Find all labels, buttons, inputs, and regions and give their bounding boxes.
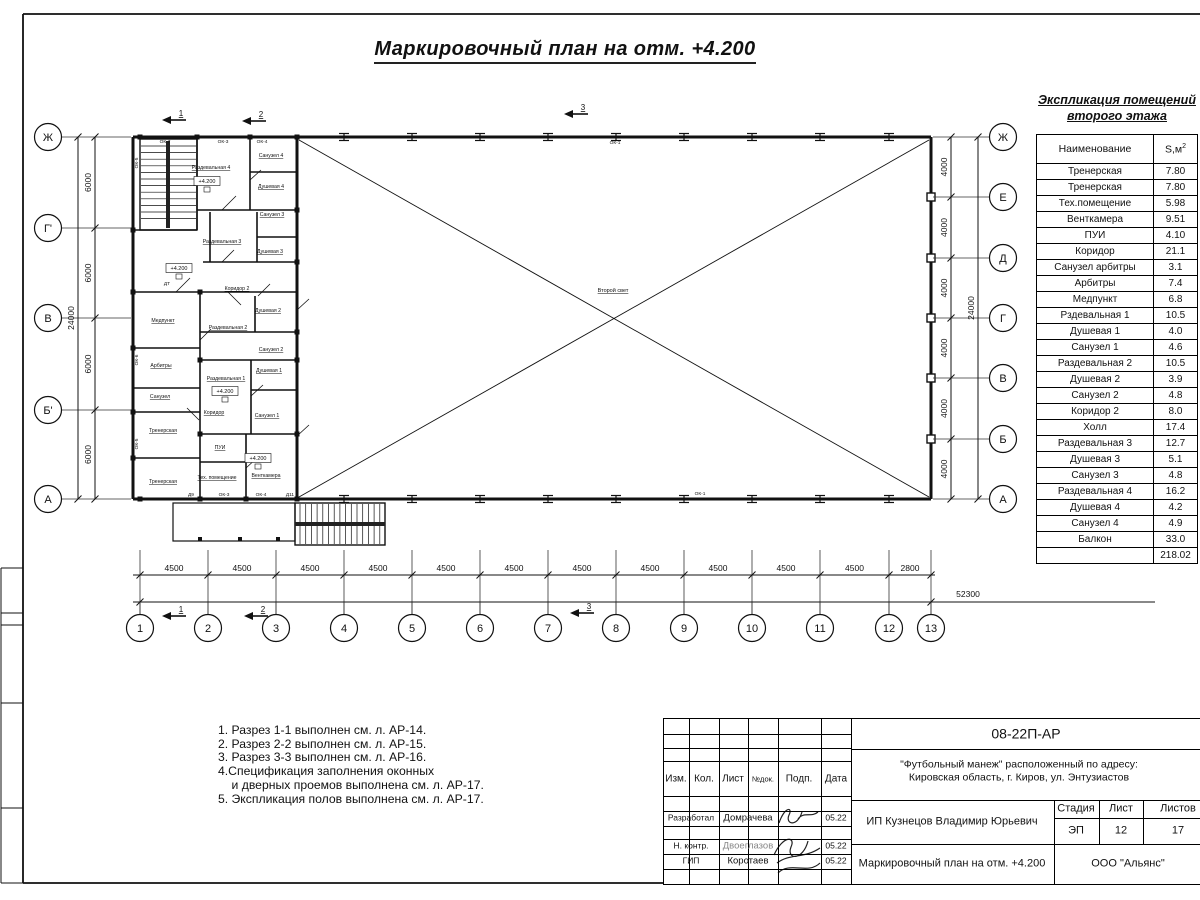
room-label: Санузел 1	[254, 413, 280, 419]
role-name: Домрачева	[723, 812, 773, 824]
col-data: Дата	[824, 773, 848, 785]
dim-label: 4500	[845, 563, 864, 573]
room-area-cell: 17.4	[1154, 420, 1198, 436]
room-label: Санузел	[149, 394, 171, 400]
axis-bubble-label: 4	[340, 623, 348, 635]
room-area-cell: 218.02	[1154, 548, 1198, 564]
sheet-number: 12	[1114, 824, 1128, 837]
room-name-cell: Балкон	[1037, 532, 1154, 548]
room-area-cell: 3.9	[1154, 372, 1198, 388]
dim-total: 24000	[966, 296, 976, 320]
section-number: 1	[178, 605, 184, 614]
axis-bubble-label: 2	[204, 623, 212, 635]
table-row	[1037, 276, 1198, 292]
room-name-cell: Раздевальная 2	[1037, 356, 1154, 372]
axis-bubble-label: 8	[612, 623, 620, 635]
table-row	[1037, 452, 1198, 468]
room-area-cell: 10.5	[1154, 308, 1198, 324]
elevation-label: +4.200	[170, 266, 188, 272]
dim-label: 6000	[83, 173, 93, 192]
axis-bubble-label: Г	[1000, 313, 1006, 325]
note-line: 4.Спецификация заполнения оконных	[218, 764, 435, 779]
room-name-cell: Рздевальная 1	[1037, 308, 1154, 324]
dim-total: 52300	[956, 589, 980, 599]
axis-bubble-label: 12	[882, 623, 896, 635]
opening-mark: ДТ	[163, 282, 171, 287]
room-name-cell: Медпункт	[1037, 292, 1154, 308]
room-label: Душевая 3	[257, 249, 283, 255]
titleblock-line	[851, 719, 852, 884]
sheets-total: 17	[1171, 824, 1185, 837]
titleblock-line	[1143, 800, 1144, 844]
titleblock-line	[851, 844, 1200, 845]
explication-block	[1036, 92, 1198, 564]
room-area-cell: 9.51	[1154, 212, 1198, 228]
room-label: Тренерская	[149, 479, 177, 485]
table-row	[1037, 404, 1198, 420]
stage-value: ЭП	[1068, 824, 1084, 837]
room-name-cell	[1037, 548, 1154, 564]
opening-mark: ОК-4	[256, 140, 268, 145]
table-row	[1037, 292, 1198, 308]
axis-bubble-label: В	[999, 373, 1007, 385]
table-row	[1037, 356, 1198, 372]
title-block	[663, 718, 1200, 885]
room-name-cell: Санузел 3	[1037, 468, 1154, 484]
room-name-cell: Санузел 4	[1037, 516, 1154, 532]
col-header-area: $S,м^2$	[1154, 135, 1198, 164]
project-address-line2: Кировская область, г. Киров, ул. Энтузиастов	[908, 771, 1130, 784]
table-row	[1037, 388, 1198, 404]
dim-label: 2800	[900, 563, 920, 573]
explication-title-line1: Экспликация помещений	[1038, 93, 1196, 107]
room-area-cell: 3.1	[1154, 260, 1198, 276]
room-name-cell: Тех.помещение	[1037, 196, 1154, 212]
page-title	[330, 38, 800, 61]
table-row	[1037, 180, 1198, 196]
dim-label: 4500	[164, 563, 184, 573]
room-area-cell: 4.6	[1154, 340, 1198, 356]
axis-bubble-label: Б'	[43, 405, 53, 417]
table-row	[1037, 196, 1198, 212]
stage-label: Стадия	[1057, 802, 1095, 815]
opening-mark: ОК-5	[135, 438, 140, 450]
axis-bubble-label: Г'	[43, 223, 53, 235]
elevation-label: +4.200	[198, 179, 216, 185]
elevation-label: +4.200	[249, 456, 267, 462]
room-label: Арбитры	[150, 363, 172, 369]
axis-bubble-label: Ж	[997, 132, 1009, 144]
note-line: 1. Разрез 1-1 выполнен см. л. АР-14.	[218, 723, 427, 737]
explication-title-line2: второго этажа	[1067, 109, 1167, 123]
table-row	[1037, 548, 1198, 564]
room-label: Коридор 2	[224, 286, 250, 292]
explication-title	[1036, 92, 1198, 124]
table-row	[1037, 340, 1198, 356]
sheets-label: Листов	[1160, 802, 1196, 815]
titleblock-line	[664, 796, 851, 797]
axis-bubble-label: 6	[476, 623, 484, 635]
room-name-cell: Холл	[1037, 420, 1154, 436]
role-date: 05.22	[825, 812, 847, 823]
opening-mark: ОК-7	[159, 140, 171, 145]
room-label: Санузел 2	[258, 347, 284, 353]
dim-label: 4500	[368, 563, 388, 573]
axis-bubble-label: Д	[999, 253, 1007, 265]
room-area-cell: 7.80	[1154, 164, 1198, 180]
dim-label: 4500	[300, 563, 320, 573]
dim-label: 4500	[640, 563, 660, 573]
room-label: Санузел 3	[259, 212, 285, 218]
room-label: Раздевальная 3	[202, 239, 242, 245]
titleblock-line	[1054, 818, 1200, 819]
table-row	[1037, 484, 1198, 500]
room-label: Душевая 4	[258, 184, 284, 190]
titleblock-line	[664, 734, 851, 735]
table-header-row	[1037, 135, 1198, 164]
opening-mark: Д11	[285, 493, 295, 498]
table-row	[1037, 420, 1198, 436]
room-name-cell: Коридор	[1037, 244, 1154, 260]
room-label: Венткамера	[251, 473, 281, 479]
axis-bubble-label: 13	[924, 623, 938, 635]
table-row	[1037, 372, 1198, 388]
room-area-cell: 6.8	[1154, 292, 1198, 308]
room-area-cell: 8.0	[1154, 404, 1198, 420]
col-ndok: №док.	[752, 774, 774, 784]
room-name-cell: Санузел арбитры	[1037, 260, 1154, 276]
room-name-cell: Раздевальная 3	[1037, 436, 1154, 452]
axis-bubble-label: 10	[745, 623, 759, 635]
room-area-cell: 4.9	[1154, 516, 1198, 532]
dim-label: 6000	[83, 354, 93, 374]
room-label: Раздевальная 2	[208, 325, 248, 331]
room-name-cell: Душевая 4	[1037, 500, 1154, 516]
role-name: Коротаев	[727, 855, 769, 867]
room-label: Коридор	[203, 410, 225, 416]
axis-bubble-label: 5	[408, 623, 416, 635]
room-area-cell: 7.4	[1154, 276, 1198, 292]
company-name: ООО "Альянс"	[1091, 857, 1165, 870]
table-row	[1037, 500, 1198, 516]
table-row	[1037, 468, 1198, 484]
role-label: ГИП	[682, 855, 700, 866]
dim-label: 4500	[776, 563, 796, 573]
room-area-cell: 33.0	[1154, 532, 1198, 548]
titleblock-line	[664, 869, 851, 870]
dim-label: 4000	[939, 157, 949, 177]
role-name: Двоеглазов	[722, 840, 774, 852]
room-name-cell: Душевая 2	[1037, 372, 1154, 388]
room-name-cell: Санузел 1	[1037, 340, 1154, 356]
col-header-name: Наименование	[1037, 135, 1154, 164]
dim-total: 24000	[66, 306, 76, 330]
axis-bubble-label: 7	[544, 623, 552, 635]
walls	[133, 137, 931, 499]
dim-label: 4500	[504, 563, 524, 573]
room-area-cell: 4.8	[1154, 468, 1198, 484]
col-podp: Подп.	[785, 773, 813, 785]
room-area-cell: 16.2	[1154, 484, 1198, 500]
axis-bubble-label: 3	[272, 623, 280, 635]
table-row	[1037, 260, 1198, 276]
doc-code: 08-22П-АР	[991, 725, 1061, 742]
axis-bubble-label: Е	[999, 192, 1007, 204]
room-name-cell: Тренерская	[1037, 180, 1154, 196]
room-name-cell: Санузел 2	[1037, 388, 1154, 404]
room-name-cell: Венткамера	[1037, 212, 1154, 228]
room-label: Тех. помещение	[197, 475, 237, 481]
titleblock-line	[664, 761, 851, 762]
section-number: 1	[178, 109, 184, 118]
role-date: 05.22	[825, 855, 847, 866]
axis-bubble-label: Ж	[42, 132, 54, 144]
titleblock-line	[664, 826, 851, 827]
opening-mark: Д9	[188, 493, 194, 498]
opening-mark: ОК-1	[694, 492, 706, 497]
room-name-cell: Раздевальная 4	[1037, 484, 1154, 500]
table-row	[1037, 244, 1198, 260]
axis-bubble-label: 11	[814, 623, 826, 635]
dim-label: 6000	[83, 263, 93, 283]
note-line: 5. Экспликация полов выполнена см. л. АР-17.	[218, 791, 484, 806]
axis-bubble-label: 1	[136, 623, 144, 635]
room-area-cell: 12.7	[1154, 436, 1198, 452]
col-izm: Изм.	[665, 773, 687, 785]
role-label: Н. контр.	[673, 840, 709, 851]
opening-mark: ОК-5	[135, 157, 140, 169]
dim-label: 4000	[939, 399, 949, 418]
explication-table	[1036, 134, 1198, 564]
section-number: 3	[586, 602, 592, 611]
dim-label: 4000	[939, 218, 949, 237]
room-area-cell: 5.1	[1154, 452, 1198, 468]
hall-void-cross	[299, 140, 929, 497]
room-name-cell: Арбитры	[1037, 276, 1154, 292]
room-label: Душевая 1	[256, 368, 282, 374]
axis-bubble-label: А	[44, 494, 52, 506]
titleblock-line	[664, 748, 851, 749]
room-area-cell: 10.5	[1154, 356, 1198, 372]
opening-mark: ОК-1	[609, 141, 621, 146]
dim-label: 4500	[708, 563, 728, 573]
room-area-cell: 4.0	[1154, 324, 1198, 340]
role-label: Разработал	[667, 812, 715, 823]
table-row	[1037, 324, 1198, 340]
room-area-cell: 7.80	[1154, 180, 1198, 196]
dim-label: 4500	[572, 563, 592, 573]
room-label: Раздевальная 4	[191, 165, 231, 171]
room-label: Тренерская	[149, 428, 177, 434]
columns	[131, 134, 936, 503]
dim-label: 6000	[83, 445, 93, 464]
axis-bubble-label: 9	[680, 623, 688, 635]
note-line: 3. Разрез 3-3 выполнен см. л. АР-16.	[218, 750, 427, 765]
room-area-cell: 4.10	[1154, 228, 1198, 244]
opening-mark: ОК-6	[135, 354, 140, 366]
dim-label: 4000	[939, 459, 949, 479]
axis-bubble-label: Б	[999, 434, 1007, 446]
table-row	[1037, 308, 1198, 324]
dim-label: 4000	[939, 338, 949, 358]
hall-label: Второй свет	[597, 288, 629, 294]
role-date: 05.22	[825, 840, 847, 851]
col-list: Лист	[722, 773, 744, 785]
room-name-cell: ПУИ	[1037, 228, 1154, 244]
room-label: Раздевальная 1	[206, 376, 246, 382]
room-label: Душевая 2	[255, 308, 281, 314]
section-number: 3	[580, 103, 586, 112]
titleblock-line	[719, 719, 720, 884]
axis-bubble-label: В	[44, 313, 52, 325]
table-row	[1037, 532, 1198, 548]
note-line: 2. Разрез 2-2 выполнен см. л. АР-15.	[218, 736, 427, 751]
titleblock-line	[851, 749, 1200, 750]
section-number: 2	[260, 605, 266, 614]
page-title-text: Маркировочный план на отм. +4.200	[374, 38, 755, 64]
room-area-cell: 4.2	[1154, 500, 1198, 516]
elevation-label: +4.200	[216, 389, 234, 395]
sheet-title: Маркировочный план на отм. +4.200	[858, 857, 1046, 870]
room-label: Санузел 4	[258, 153, 284, 159]
room-area-cell: 21.1	[1154, 244, 1198, 260]
room-name-cell: Душевая 3	[1037, 452, 1154, 468]
project-address-line1: "Футбольный манеж" расположенный по адресу:	[900, 758, 1138, 771]
door-swings	[176, 170, 309, 468]
room-label: Медпункт	[151, 318, 175, 324]
room-label: ПУИ	[214, 445, 226, 451]
section-number: 2	[258, 110, 264, 119]
table-row	[1037, 212, 1198, 228]
room-name-cell: Коридор 2	[1037, 404, 1154, 420]
col-kol: Кол.	[694, 773, 714, 785]
room-name-cell: Тренерская	[1037, 164, 1154, 180]
dim-label: 4500	[232, 563, 252, 573]
table-row	[1037, 164, 1198, 180]
titleblock-line	[1054, 800, 1055, 884]
notes-list	[218, 724, 484, 806]
dim-label: 4000	[939, 278, 949, 298]
table-row	[1037, 516, 1198, 532]
room-name-cell: Душевая 1	[1037, 324, 1154, 340]
sheet-label: Лист	[1109, 802, 1133, 815]
room-area-cell: 5.98	[1154, 196, 1198, 212]
dim-label: 4500	[436, 563, 456, 573]
table-row	[1037, 436, 1198, 452]
client-name: ИП Кузнецов Владимир Юрьевич	[866, 815, 1038, 828]
opening-mark: ОК-3	[218, 493, 230, 498]
room-area-cell: 4.8	[1154, 388, 1198, 404]
note-line: и дверных проемов выполнена см. л. АР-17.	[218, 777, 484, 792]
titleblock-line	[821, 719, 822, 884]
table-row	[1037, 228, 1198, 244]
opening-mark: ОК-4	[255, 493, 267, 498]
titleblock-line	[778, 719, 779, 884]
titleblock-line	[1099, 800, 1100, 844]
axis-bubble-label: А	[999, 494, 1007, 506]
opening-mark: ОК-3	[217, 140, 229, 145]
titleblock-line	[851, 800, 1200, 801]
